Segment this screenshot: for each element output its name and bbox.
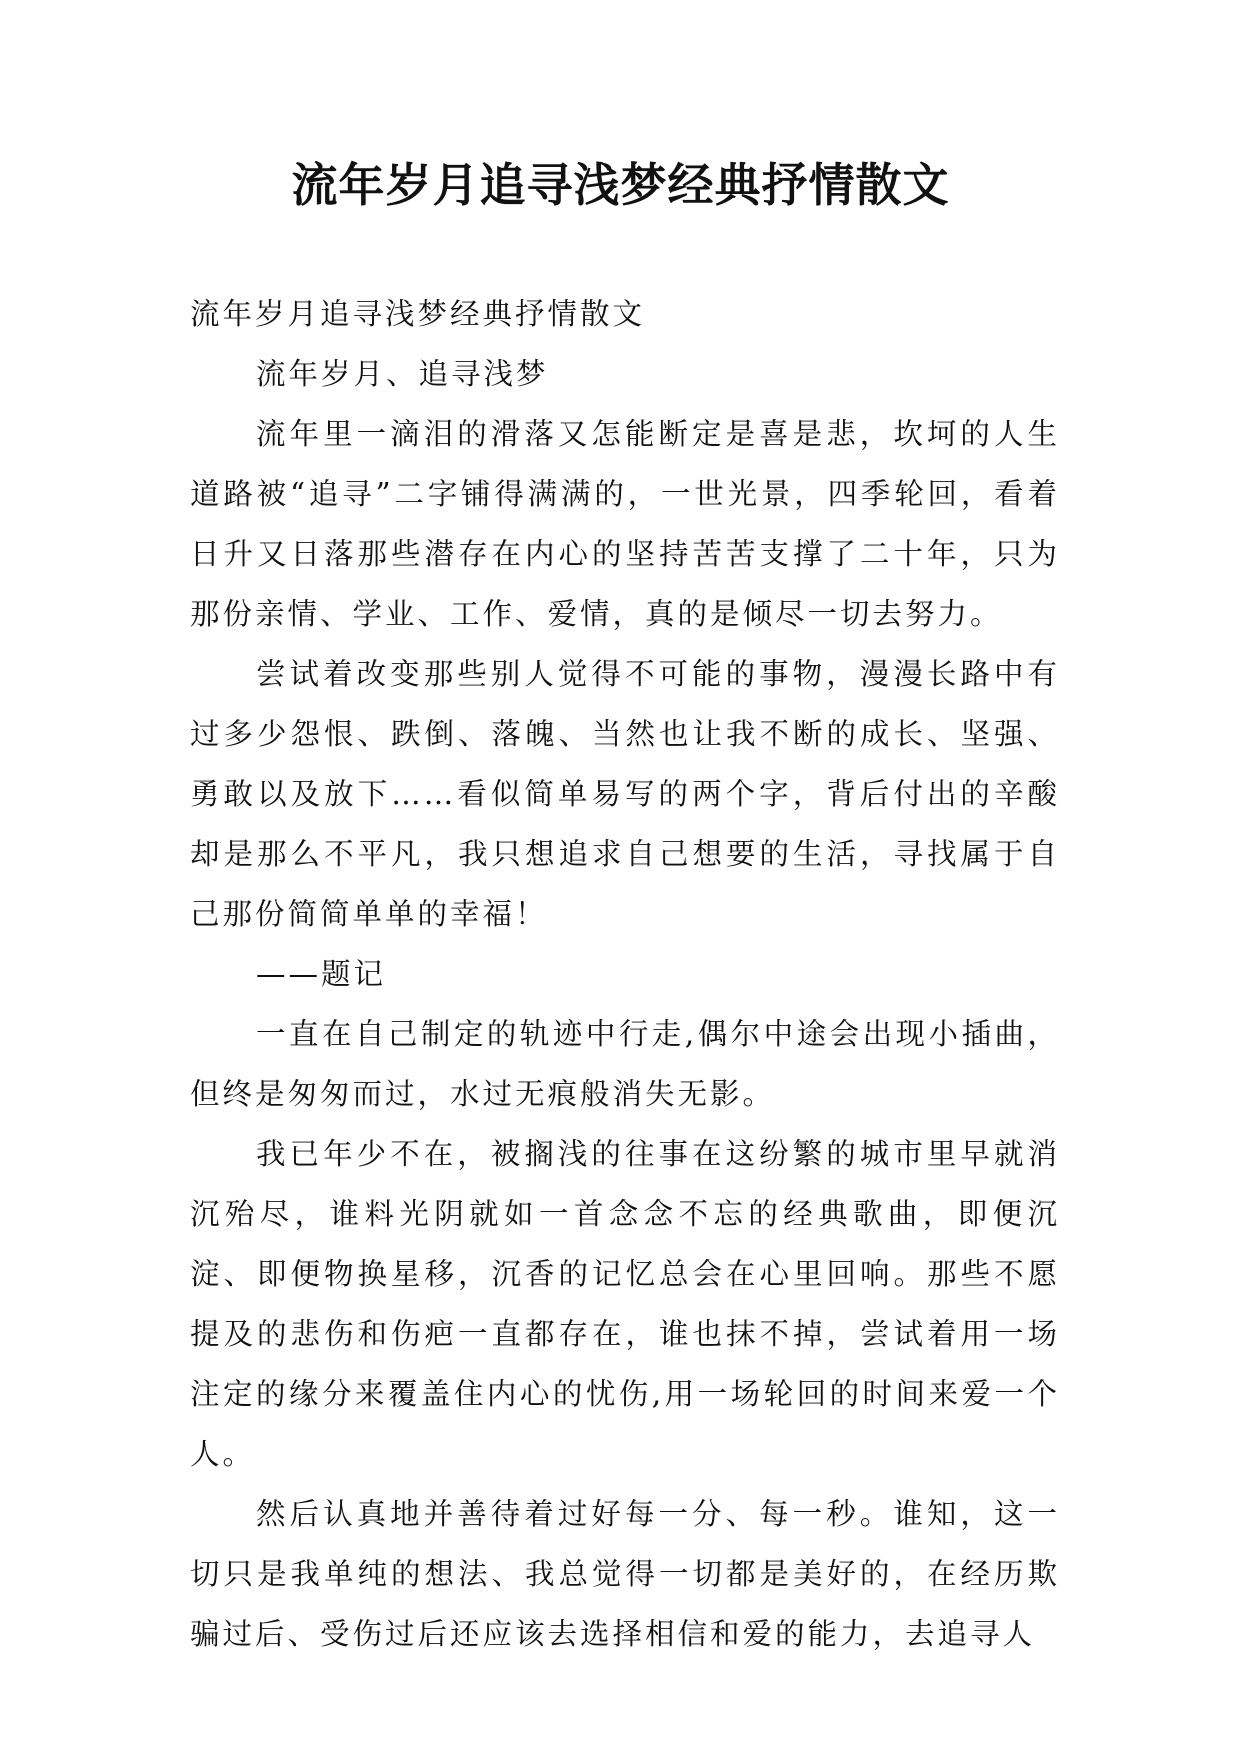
paragraph: 尝试着改变那些别人觉得不可能的事物，漫漫长路中有过多少怨恨、跌倒、落魄、当然也让我不断的成长、坚强、勇敢以及放下……看似简单易写的两个字，背后付出的辛酸却是那么不平凡，我只想追求自己想要的生活，寻找属于自己那份简简单单的幸福！: [190, 657, 1060, 931]
paragraph: 然后认真地并善待着过好每一分、每一秒。谁知，这一切只是我单纯的想法、我总觉得一切都是美好的，在经历欺骗过后、受伤过后还应该去选择相信和爱的能力，去追寻人: [190, 1497, 1060, 1651]
document-title: 流年岁月追寻浅梦经典抒情散文: [291, 158, 950, 212]
paragraph-heading-repeat: 流年岁月追寻浅梦经典抒情散文: [190, 297, 646, 331]
paragraph: 一直在自己制定的轨迹中行走,偶尔中途会出现小插曲，但终是匆匆而过，水过无痕般消失无影。: [190, 1017, 1060, 1111]
document-body: [190, 284, 1060, 1664]
paragraph-epigraph-attribution: ——题记: [256, 957, 387, 991]
paragraph-subtitle: 流年岁月、追寻浅梦: [256, 357, 549, 391]
paragraph: 我已年少不在，被搁浅的往事在这纷繁的城市里早就消沉殆尽，谁料光阴就如一首念念不忘的经典歌曲，即便沉淀、即便物换星移，沉香的记忆总会在心里回响。那些不愿提及的悲伤和伤疤一直都存在，谁也抹不掉，尝试着用一场注定的缘分来覆盖住内心的忧伤,用一场轮回的时间来爱一个人。: [190, 1137, 1060, 1471]
paragraph: 流年里一滴泪的滑落又怎能断定是喜是悲，坎坷的人生道路被“追寻”二字铺得满满的，一世光景，四季轮回，看着日升又日落那些潜存在内心的坚持苦苦支撑了二十年，只为那份亲情、学业、工作、爱情，真的是倾尽一切去努力。: [190, 417, 1060, 631]
